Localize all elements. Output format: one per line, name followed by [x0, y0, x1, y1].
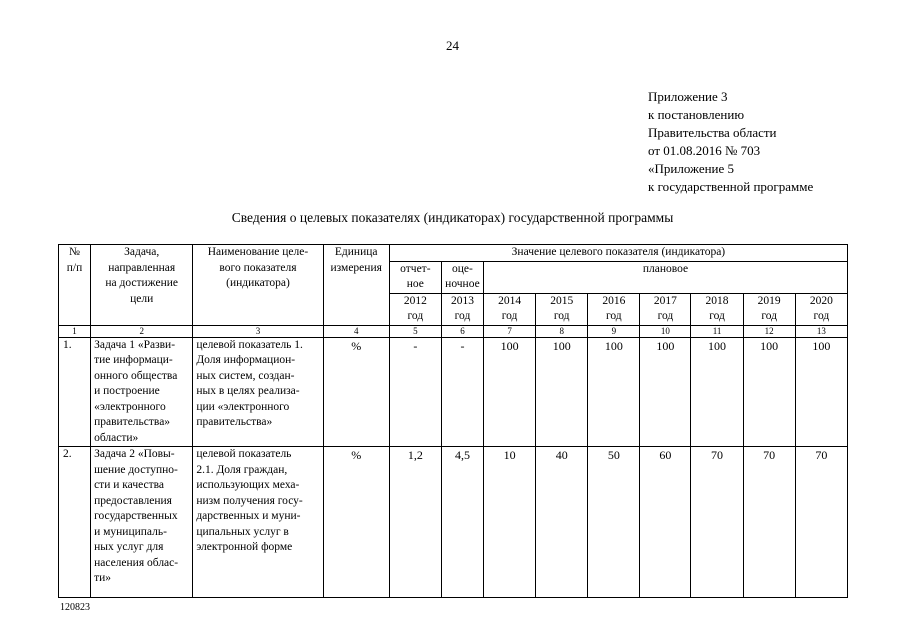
column-number-row [59, 325, 848, 337]
row-value: 70 [795, 447, 847, 598]
row-value: - [441, 337, 483, 447]
row-indicator: целевой показатель 2.1. Доля граждан, использующих меха- низм получения госу- дарственных и муни- ципальных услуг в электронной форме [193, 447, 323, 598]
header-year: 2017 год [640, 293, 691, 325]
row-value: 60 [640, 447, 691, 598]
header-year: 2013 год [441, 293, 483, 325]
column-number: 4 [323, 325, 389, 337]
row-value: 100 [484, 337, 536, 447]
row-value: 70 [691, 447, 743, 598]
header-year: 2019 год [743, 293, 795, 325]
row-value: 1,2 [389, 447, 441, 598]
header-task: Задача, направленная на достижение цели [91, 245, 193, 326]
column-number: 7 [484, 325, 536, 337]
appendix-line: Правительства области [648, 125, 777, 140]
row-value: 100 [691, 337, 743, 447]
row-value: - [389, 337, 441, 447]
row-task: Задача 1 «Разви- тие информаци- онного общества и построение «электронного правительства» области» [91, 337, 193, 447]
header-value: Значение целевого показателя (индикатора) [389, 245, 847, 262]
appendix-line: к постановлению [648, 107, 745, 122]
header-indicator: Наименование целе- вого показателя (индикатора) [193, 245, 323, 326]
row-value: 4,5 [441, 447, 483, 598]
row-task: Задача 2 «Повы- шение доступно- сти и качества предоставления государственных и муниципаль- ных услуг для населения облас- ти» [91, 447, 193, 598]
row-value: 100 [743, 337, 795, 447]
header-report: отчет- ное [389, 261, 441, 293]
table-row [59, 447, 848, 598]
header-num: № п/п [59, 245, 91, 326]
row-value: 40 [536, 447, 588, 598]
header-year: 2012 год [389, 293, 441, 325]
column-number: 8 [536, 325, 588, 337]
header-year: 2015 год [536, 293, 588, 325]
column-number: 6 [441, 325, 483, 337]
header-plan: плановое [484, 261, 848, 293]
row-value: 100 [536, 337, 588, 447]
header-year: 2018 год [691, 293, 743, 325]
header-year: 2020 год [795, 293, 847, 325]
row-number: 2. [59, 447, 91, 598]
column-number: 11 [691, 325, 743, 337]
column-number: 10 [640, 325, 691, 337]
row-unit: % [323, 337, 389, 447]
appendix-line: Приложение 3 [648, 89, 728, 104]
appendix-block [648, 88, 813, 196]
header-unit: Единица измерения [323, 245, 389, 326]
footer-code: 120823 [60, 602, 90, 613]
row-indicator: целевой показатель 1. Доля информацион- ных систем, создан- ных в целях реализа- ции «электронного правительства» [193, 337, 323, 447]
header-row [59, 245, 848, 262]
column-number: 2 [91, 325, 193, 337]
column-number: 1 [59, 325, 91, 337]
row-value: 100 [588, 337, 640, 447]
row-value: 10 [484, 447, 536, 598]
appendix-line: «Приложение 5 [648, 161, 735, 176]
column-number: 12 [743, 325, 795, 337]
header-year: 2016 год [588, 293, 640, 325]
row-value: 100 [795, 337, 847, 447]
document-title: Сведения о целевых показателях (индикаторах) государственной программы [231, 210, 674, 225]
column-number: 13 [795, 325, 847, 337]
column-number: 3 [193, 325, 323, 337]
header-estimate: оце- ночное [441, 261, 483, 293]
row-value: 100 [640, 337, 691, 447]
page-number: 24 [446, 38, 459, 53]
row-value: 50 [588, 447, 640, 598]
appendix-line: к государственной программе [648, 179, 814, 194]
table-row [59, 337, 848, 447]
row-number: 1. [59, 337, 91, 447]
row-unit: % [323, 447, 389, 598]
header-year: 2014 год [484, 293, 536, 325]
row-value: 70 [743, 447, 795, 598]
column-number: 5 [389, 325, 441, 337]
appendix-line: от 01.08.2016 № 703 [648, 143, 761, 158]
column-number: 9 [588, 325, 640, 337]
indicators-table [58, 244, 848, 598]
